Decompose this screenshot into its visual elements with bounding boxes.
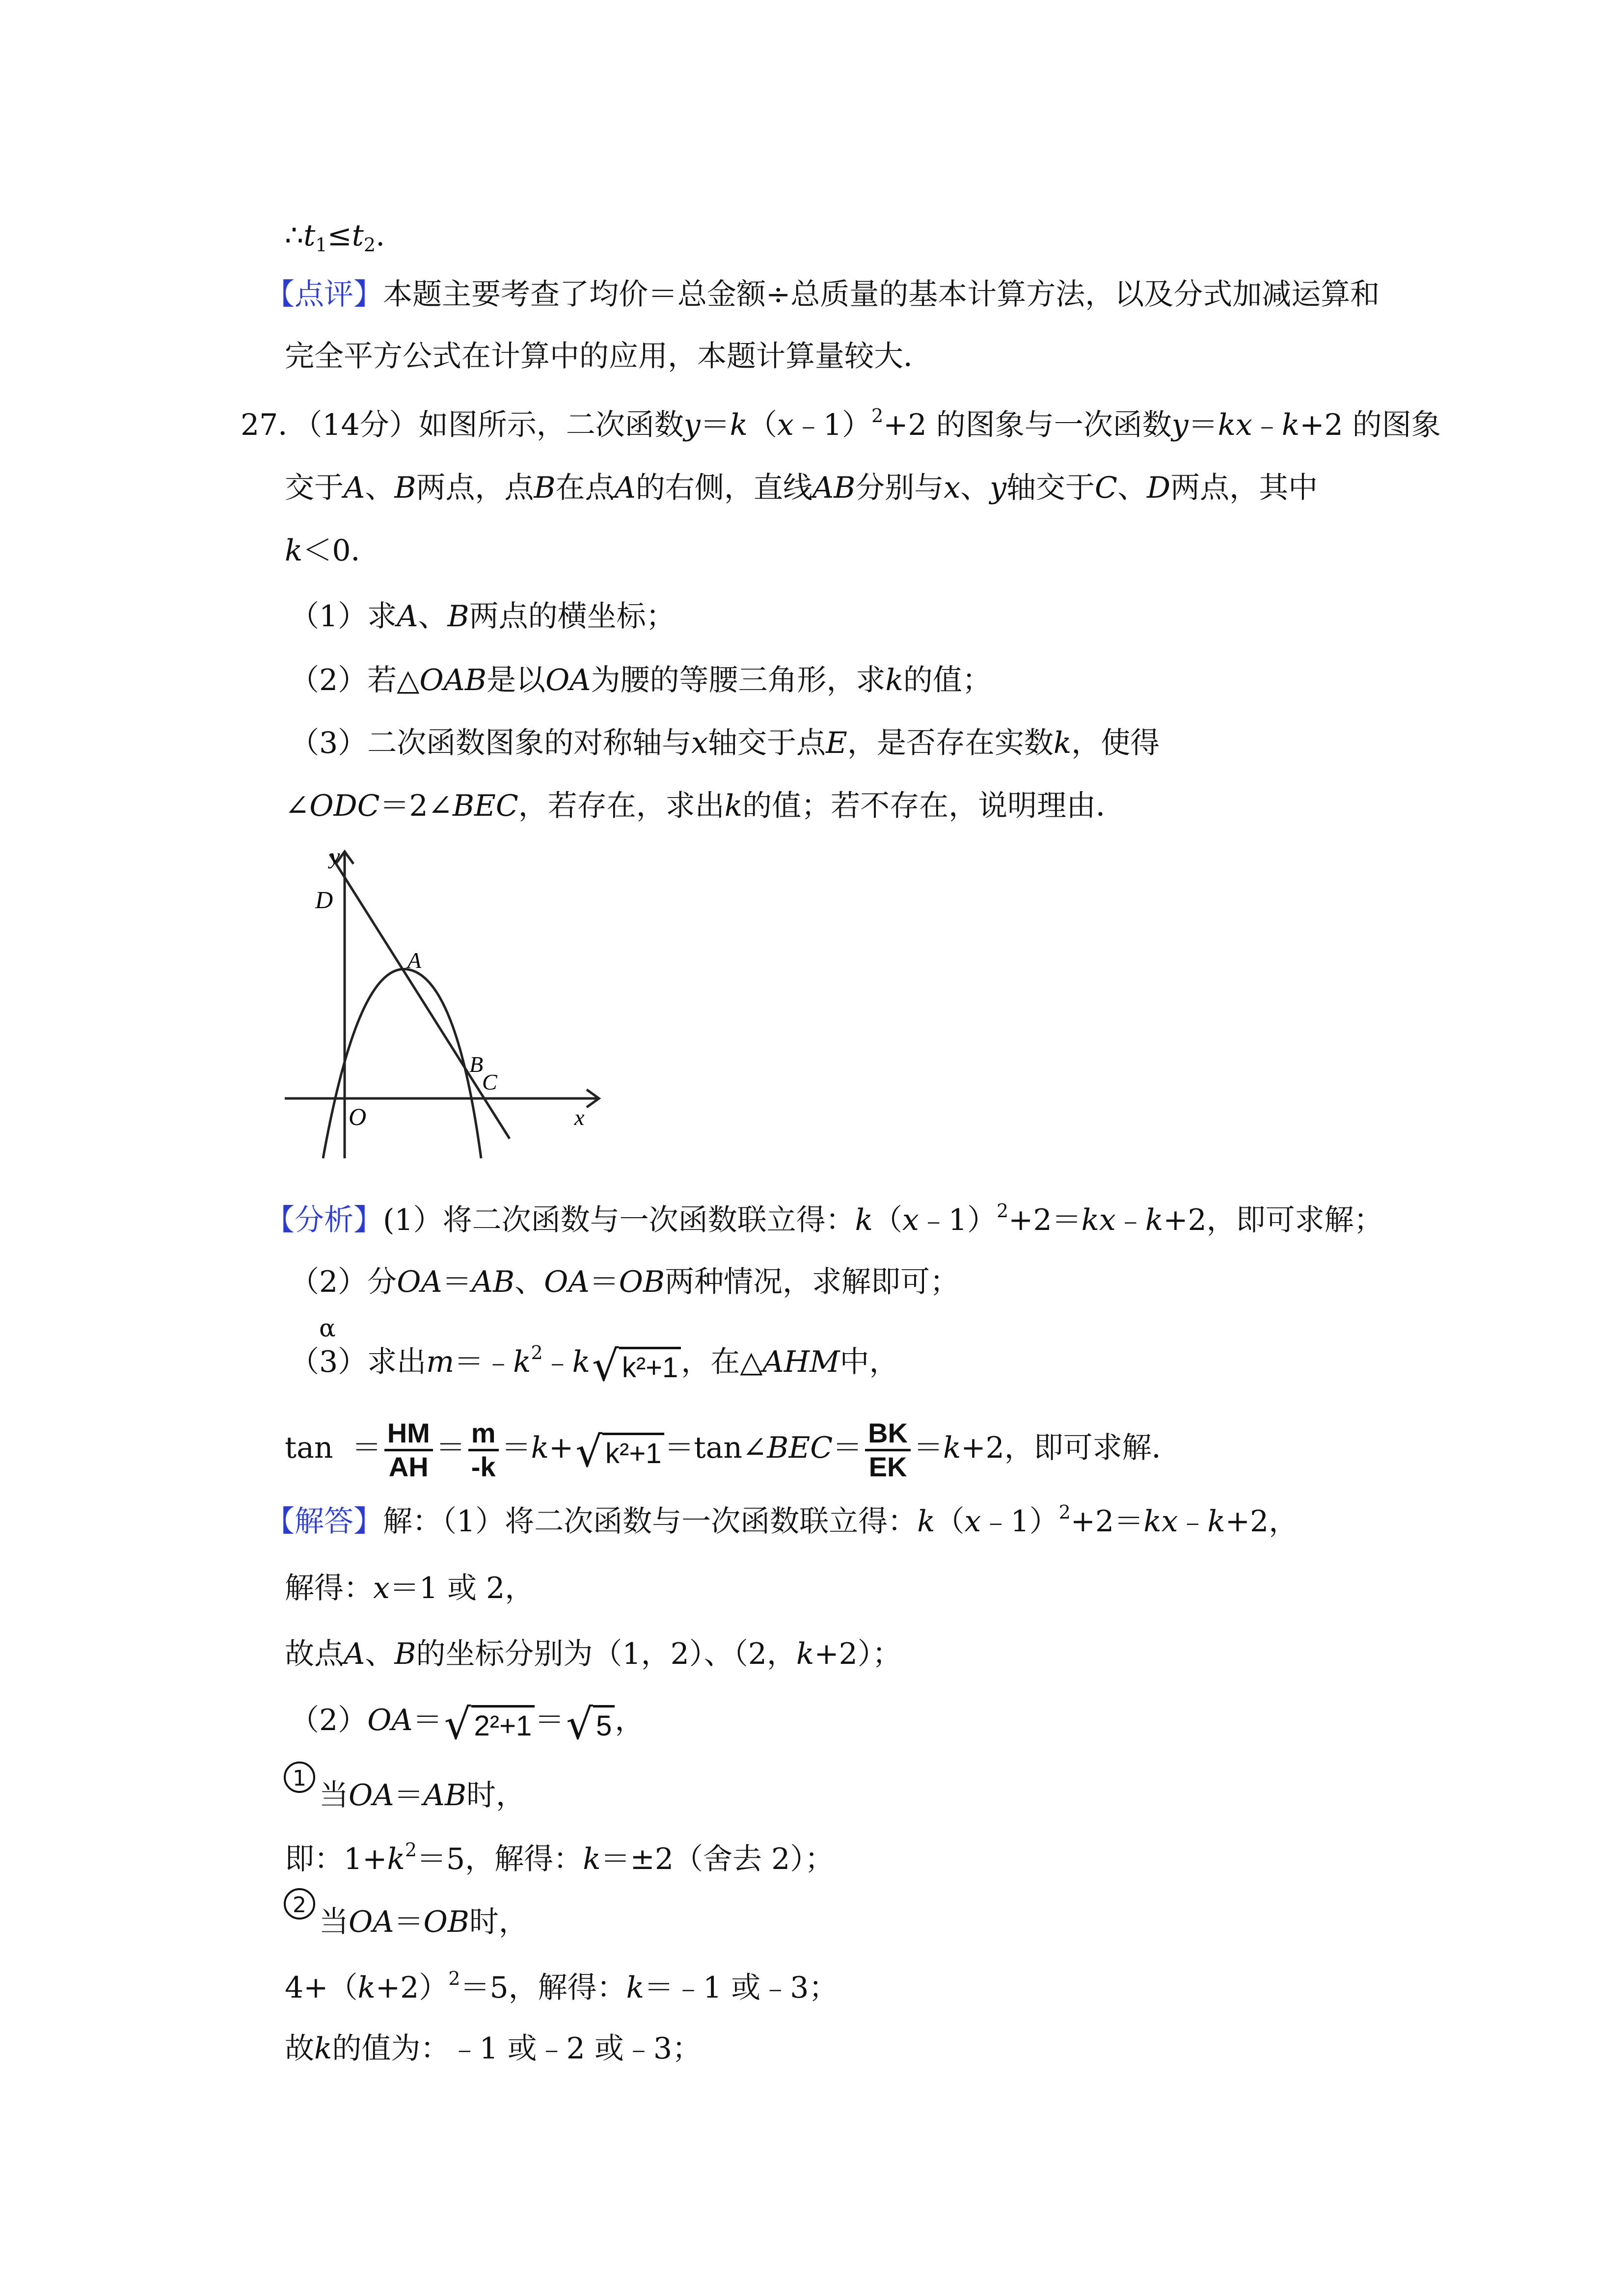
solution-line-1: 【解答】解：（1）将二次函数与一次函数联立得：k（x﹣1）$^2$+2＝kx﹣k+2， <box>265 1501 1299 1539</box>
solution-line-3: 故点A、B的坐标分别为（1，2）、（2，k+2）； <box>285 1637 902 1671</box>
problem-line-1: 27．（14分）如图所示，二次函数y＝k（x﹣1）$^2$+2 的图象与一次函数y＝kx﹣k+2 的图象 <box>241 405 1441 442</box>
case-1-marker <box>284 1756 315 1795</box>
analysis-tag: 【分析】 <box>265 1203 383 1237</box>
sqrt-expression: √ 2²+1 <box>444 1695 535 1749</box>
fraction-bk-ek: $\frac{BK}{EK}$ <box>865 1417 911 1483</box>
conclusion-line: $\therefore t_1\le t_2$. <box>285 218 385 256</box>
sqrt-expression: √ k²+1 <box>575 1415 664 1484</box>
sqrt-five: √ 5 <box>566 1695 615 1749</box>
comment-line-1: 【点评】本题主要考查了均价＝总金额÷总质量的基本计算方法，以及分式加减运算和 <box>265 277 1380 312</box>
solution-line-4: （2）OA＝√ 2²+1 ＝√ 5 ， <box>290 1693 644 1749</box>
problem-line-2: 交于A、B两点，点B在点A的右侧，直线AB分别与x、y轴交于C、D两点，其中 <box>285 471 1318 505</box>
label-y: y <box>330 844 340 869</box>
problem-line-3: k＜0． <box>285 534 380 568</box>
label-d: D <box>315 886 333 913</box>
label-o: O <box>349 1103 367 1130</box>
sqrt-expression: √ k²+1 <box>592 1337 681 1391</box>
parabola <box>323 969 484 1158</box>
solution-line-6: 即：$1+k^2=5$，解得：k＝±2（舍去 2）； <box>285 1839 835 1876</box>
analysis-line-3: （3）求出$m=﹣k^2﹣k√$ k²+1 ，在△AHM中， <box>290 1335 899 1391</box>
label-a: A <box>407 948 422 973</box>
function-graph-figure <box>275 839 619 1173</box>
question-1: （1）求A、B两点的横坐标； <box>290 599 676 634</box>
analysis-line-4: tan ＝ $\frac{HM}{AH}$ ＝ $\frac{m}{-k}$ ＝k+√ k²+1 ＝tan∠BEC＝ $\frac{BK}{EK}$ ＝k+2，即可求解． <box>285 1414 1181 1484</box>
solution-line-2: 解得：x＝1 或 2， <box>285 1571 535 1605</box>
circled-one-icon: 1 <box>284 1762 315 1793</box>
solution-line-9: 故k的值为：﹣1 或﹣2 或﹣3； <box>285 2031 702 2066</box>
fraction-hm-ah: $\frac{HM}{AH}$ <box>384 1417 433 1483</box>
question-3-line-1: （3）二次函数图象的对称轴与x轴交于点E，是否存在实数k，使得 <box>290 726 1160 760</box>
alpha-symbol: α <box>319 1314 336 1342</box>
question-3-line-2: ∠ODC＝2∠BEC，若存在，求出k的值；若不存在，说明理由． <box>285 789 1126 823</box>
comment-line-2: 完全平方公式在计算中的应用，本题计算量较大． <box>285 339 933 374</box>
label-c: C <box>482 1069 497 1095</box>
solution-line-8: $4+(k+2)^2=5$，解得：k＝﹣1 或﹣3； <box>285 1968 839 2005</box>
comment-tag: 【点评】 <box>265 277 383 312</box>
line-ab <box>330 854 510 1139</box>
question-2: （2）若△OAB是以OA为腰的等腰三角形，求k的值； <box>290 663 992 697</box>
circled-two-icon: 2 <box>284 1888 315 1920</box>
label-x: x <box>574 1105 585 1130</box>
solution-tag: 【解答】 <box>265 1504 383 1539</box>
analysis-line-2: （2）分OA＝AB、OA＝OB两种情况，求解即可； <box>290 1265 959 1299</box>
label-b: B <box>469 1052 484 1077</box>
solution-line-7: 当OA＝OB时， <box>319 1905 528 1939</box>
case-2-marker <box>284 1883 315 1922</box>
analysis-line-1: 【分析】(1）将二次函数与一次函数联立得：k（x﹣1）$^2$+2＝kx﹣k+2，即可求解； <box>265 1200 1383 1237</box>
fraction-m-k: $\frac{m}{-k}$ <box>468 1417 499 1483</box>
solution-line-5: 当OA＝AB时， <box>319 1778 525 1813</box>
